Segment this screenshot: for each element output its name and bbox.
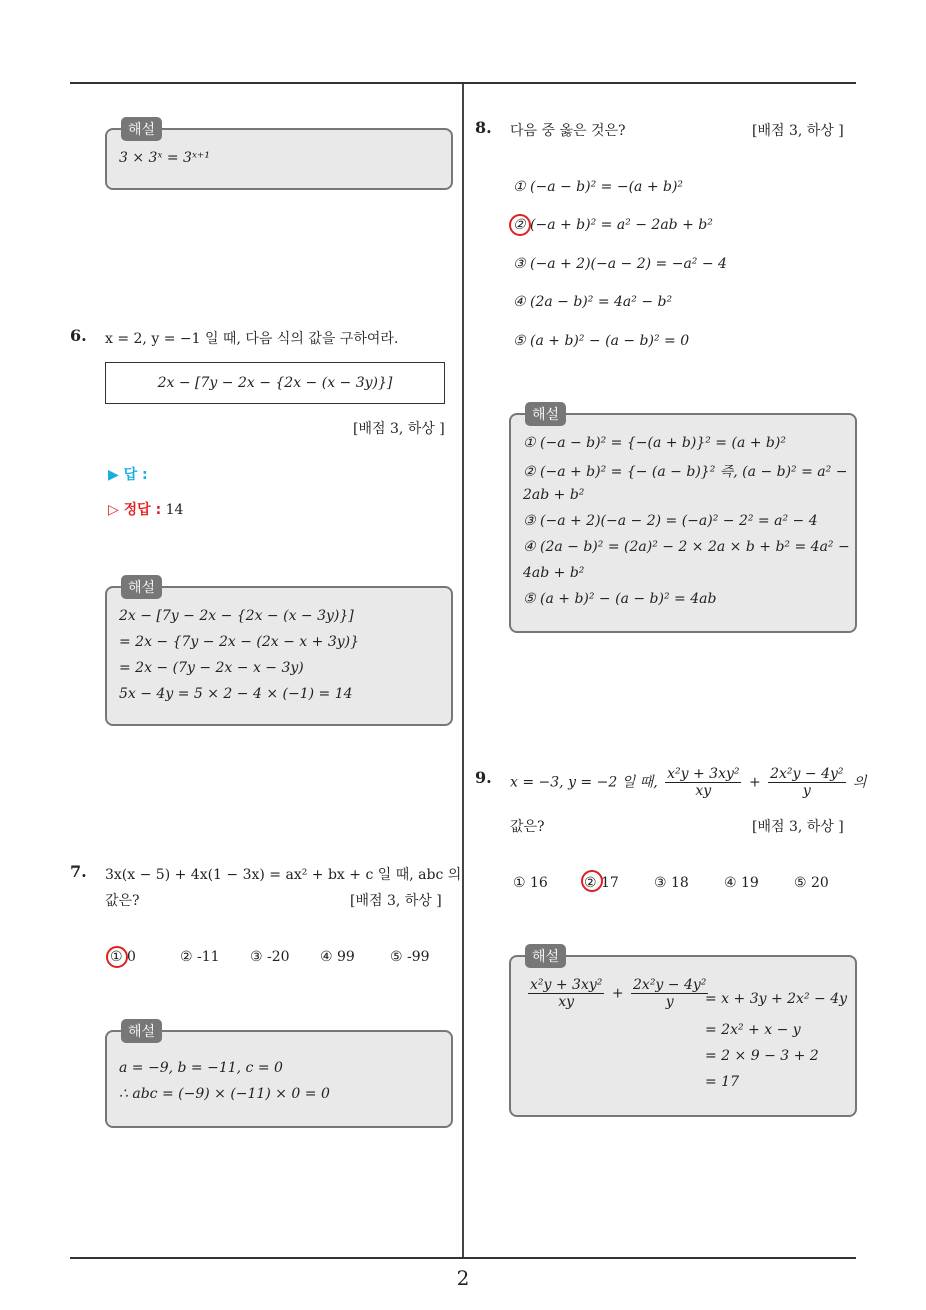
q7-solution-box [105, 1024, 453, 1128]
bottom-rule [70, 1257, 856, 1259]
q9-sol-frac1-den: xy [558, 994, 575, 1010]
q8-number: 8. [475, 118, 492, 137]
q8-choice-5[interactable]: ⑤ (a + b)² − (a − b)² = 0 [513, 333, 690, 349]
q8-prompt: 다음 중 옳은 것은? [510, 123, 626, 139]
q9-solution-line-3: = 2 × 9 − 3 + 2 [705, 1048, 819, 1064]
q6-solution-box [105, 580, 453, 726]
q9-frac2-num: 2x²y − 4y² [770, 766, 844, 782]
q6-correct-label: ▷ 정답 : [108, 502, 162, 518]
q9-solution-lhs [525, 977, 711, 1010]
q8-choice-4[interactable]: ④ (2a − b)² = 4a² − b² [513, 294, 673, 310]
q9-plus: + [748, 774, 761, 791]
q7-choice-2[interactable]: ② -11 [180, 949, 220, 965]
q7-choice-4[interactable]: ④ 99 [320, 949, 355, 965]
q9-sol-frac1-num: x²y + 3xy² [530, 977, 603, 993]
q8-solution-line-3: 2ab + b² [523, 487, 585, 503]
q9-sol-frac2-den: y [665, 994, 674, 1010]
q9-sol-plus: + [611, 985, 624, 1002]
q6-answer-label: ▶ 답 : [108, 467, 148, 483]
q5-solution-box [105, 122, 453, 190]
q9-frac1-den: xy [695, 783, 712, 799]
q9-fraction-2 [768, 766, 845, 799]
q6-solution-line-4: 5x − 4y = 5 × 2 − 4 × (−1) = 14 [119, 686, 353, 702]
q9-sol-frac2-num: 2x²y − 4y² [633, 977, 707, 993]
q6-prompt: x = 2, y = −1 일 때, 다음 식의 값을 구하여라. [105, 331, 399, 347]
q7-prompt-line2: 값은? [105, 893, 140, 909]
q5-solution-line: 3 × 3ˣ = 3ˣ⁺¹ [119, 150, 210, 166]
q7-choice-3[interactable]: ③ -20 [250, 949, 290, 965]
q6-solution-line-1: 2x − [7y − 2x − {2x − (x − 3y)}] [119, 608, 354, 624]
q6-number: 6. [70, 326, 87, 345]
q8-solution-line-6: 4ab + b² [523, 565, 585, 581]
q8-score: [배점 3, 하상 ] [752, 123, 844, 139]
q6-correct-value: 14 [165, 502, 184, 518]
q9-solution-line-4: = 17 [705, 1074, 739, 1090]
q6-score: [배점 3, 하상 ] [353, 421, 445, 437]
q8-solution-line-2: ② (−a + b)² = {− (a − b)}² 즉, (a − b)² = a² − [523, 464, 848, 480]
q9-prompt-line2: 값은? [510, 819, 545, 835]
q7-solution-line-2: ∴ abc = (−9) × (−11) × 0 = 0 [119, 1086, 330, 1102]
q9-frac2-den: y [802, 783, 811, 799]
solution-tag: 해설 [121, 117, 162, 141]
q7-score: [배점 3, 하상 ] [350, 893, 442, 909]
q9-score: [배점 3, 하상 ] [752, 819, 844, 835]
q9-choice-5[interactable]: ⑤ 20 [794, 875, 829, 891]
page-number: 2 [456, 1266, 470, 1290]
q7-choice-5[interactable]: ⑤ -99 [390, 949, 430, 965]
q7-number: 7. [70, 862, 87, 881]
q7-solution-line-1: a = −9, b = −11, c = 0 [119, 1060, 283, 1076]
q8-choice-1[interactable]: ① (−a − b)² = −(a + b)² [513, 179, 684, 195]
q6-solution-line-2: = 2x − {7y − 2x − (2x − x + 3y)} [119, 634, 360, 650]
q8-solution-line-7: ⑤ (a + b)² − (a − b)² = 4ab [523, 591, 717, 607]
solution-tag: 해설 [525, 944, 566, 968]
solution-tag: 해설 [121, 575, 162, 599]
q9-frac1-num: x²y + 3xy² [667, 766, 740, 782]
q9-solution-line-1: = x + 3y + 2x² − 4y [705, 991, 848, 1007]
q9-solution-box [509, 949, 857, 1117]
q9-solution-line-2: = 2x² + x − y [705, 1022, 801, 1038]
q9-sol-fraction-1 [528, 977, 604, 1010]
q6-correct [108, 499, 183, 519]
q9-choice-4[interactable]: ④ 19 [724, 875, 759, 891]
solution-tag: 해설 [121, 1019, 162, 1043]
q9-prompt [510, 766, 867, 799]
solution-tag: 해설 [525, 402, 566, 426]
q8-choice-3[interactable]: ③ (−a + 2)(−a − 2) = −a² − 4 [513, 256, 727, 272]
q9-number: 9. [475, 768, 492, 787]
q9-prompt-pre: x = −3, y = −2 일 때, [510, 774, 658, 791]
q9-fraction-1 [665, 766, 741, 799]
q9-prompt-post: 의 [852, 774, 867, 791]
column-divider [462, 84, 464, 1257]
q7-choice-1[interactable]: ① 0 [110, 949, 136, 965]
q8-solution-box [509, 407, 857, 633]
q8-choice-2[interactable]: ② (−a + b)² = a² − 2ab + b² [513, 217, 713, 233]
q8-solution-line-4: ③ (−a + 2)(−a − 2) = (−a)² − 2² = a² − 4 [523, 513, 818, 529]
q8-solution-line-5: ④ (2a − b)² = (2a)² − 2 × 2a × b + b² = 4a² − [523, 539, 850, 555]
q6-expression-box [105, 362, 445, 404]
q7-prompt-line1: 3x(x − 5) + 4x(1 − 3x) = ax² + bx + c 일 때, abc 의 [105, 867, 462, 883]
q9-choice-1[interactable]: ① 16 [513, 875, 548, 891]
q6-expression: 2x − [7y − 2x − {2x − (x − 3y)}] [157, 375, 393, 391]
q8-solution-line-1: ① (−a − b)² = {−(a + b)}² = (a + b)² [523, 435, 786, 451]
q6-solution-line-3: = 2x − (7y − 2x − x − 3y) [119, 660, 304, 676]
q9-choice-2[interactable]: ② 17 [584, 875, 619, 891]
q9-sol-fraction-2 [631, 977, 708, 1010]
q9-choice-3[interactable]: ③ 18 [654, 875, 689, 891]
